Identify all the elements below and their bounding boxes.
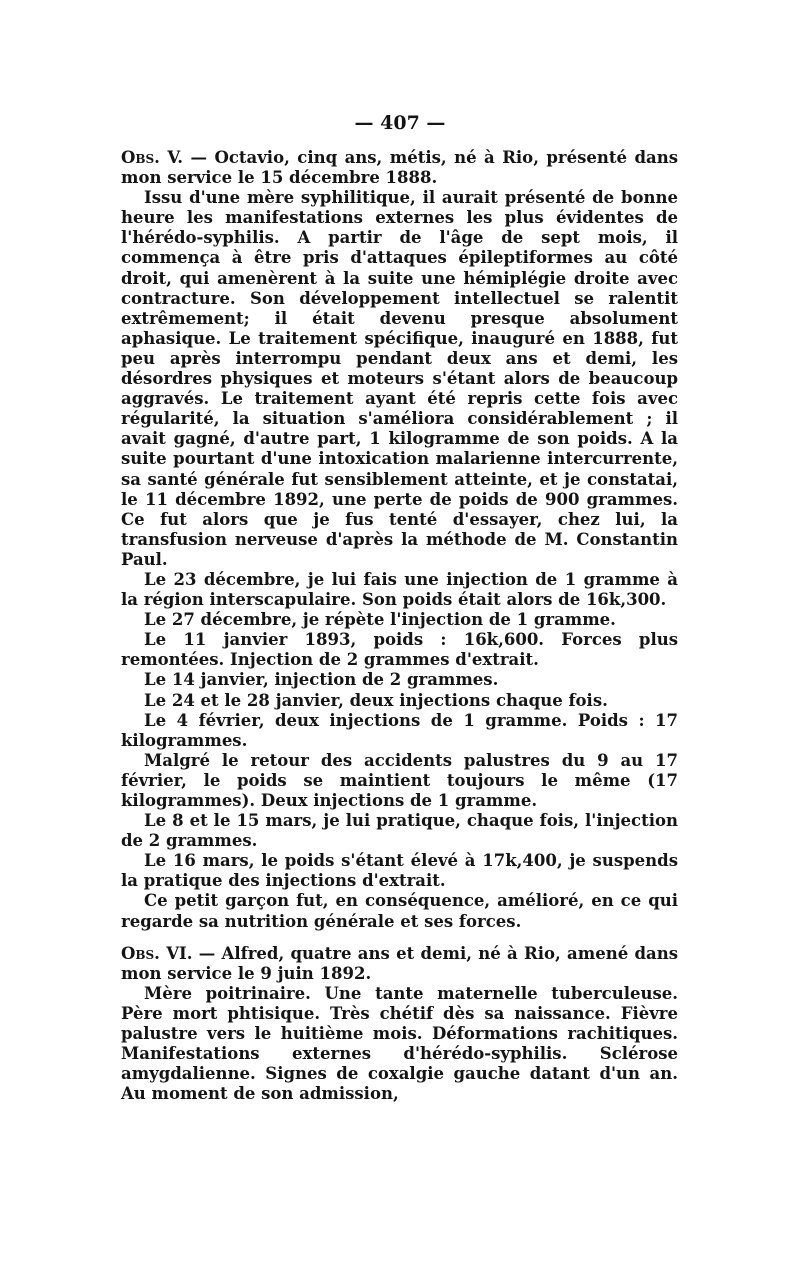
- observation-heading-text: — Octavio, cinq ans, métis, né à Rio, présenté dans mon service le 15 décembre 1888.: [121, 148, 678, 188]
- observation-label: Obs. V.: [121, 148, 184, 167]
- paragraph: Issu d'une mère syphilitique, il aurait présenté de bonne heure les manifestations externes les plus évidentes de l'hérédo-syphilis. A partir de l'âge de sept mois, il commença à être pris d'attaques épileptiformes au côté droit, qui amenèrent à la suite une hémiplégie droite avec contracture. Son développement intellectuel se ralentit extrêmement; il était devenu presque absolument aphasique. Le traitement spécifique, inauguré en 1888, fut peu après interrompu pendant deux ans et demi, les désordres physiques et moteurs s'étant alors de beaucoup aggravés. Le traitement ayant été repris cette fois avec régularité, la situation s'améliora considérablement ; il avait gagné, d'autre part, 1 kilogramme de son poids. A la suite pourtant d'une intoxication malarienne intercurrente, sa santé générale fut sensiblement atteinte, et je constatai, le 11 décembre 1892, une perte de poids de 900 grammes. Ce fut alors que je fus tenté d'essayer, chez lui, la transfusion nerveuse d'après la méthode de M. Constantin Paul.: [121, 188, 678, 569]
- page-body: [121, 148, 678, 1104]
- paragraph: Le 11 janvier 1893, poids : 16k,600. Forces plus remontées. Injection de 2 grammes d'extrait.: [121, 630, 678, 670]
- observation-6: [121, 944, 678, 1105]
- paragraph: Le 24 et le 28 janvier, deux injections chaque fois.: [144, 690, 608, 710]
- paragraph: Le 27 décembre, je répète l'injection de 1 gramme.: [144, 610, 616, 630]
- paragraph: Le 8 et le 15 mars, je lui pratique, chaque fois, l'injection de 2 grammes.: [121, 811, 678, 851]
- observation-heading: [121, 944, 678, 984]
- paragraph: Le 16 mars, le poids s'étant élevé à 17k,400, je suspends la pratique des injections d'extrait.: [121, 851, 678, 891]
- paragraph: Ce petit garçon fut, en conséquence, amélioré, en ce qui regarde sa nutrition générale et ses forces.: [121, 891, 678, 931]
- paragraph: Le 23 décembre, je lui fais une injection de 1 gramme à la région interscapulaire. Son poids était alors de 16k,300.: [121, 569, 678, 610]
- paragraph: Mère poitrinaire. Une tante maternelle tuberculeuse. Père mort phtisique. Très chétif dès sa naissance. Fièvre palustre vers le huitième mois. Déformations rachitiques. Manifestations externes d'hérédo-syphilis. Sclérose amygdalienne. Signes de coxalgie gauche datant d'un an. Au moment de son admission,: [121, 983, 678, 1104]
- paragraph: Le 14 janvier, injection de 2 grammes.: [144, 670, 499, 690]
- paragraph: Le 4 février, deux injections de 1 gramme. Poids : 17 kilogrammes.: [121, 710, 678, 750]
- observation-label: Obs. VI.: [121, 943, 193, 963]
- observation-heading: [121, 148, 678, 188]
- observation-heading-text: — Alfred, quatre ans et demi, né à Rio, amené dans mon service le 9 juin 1892.: [121, 943, 678, 983]
- paragraph: Malgré le retour des accidents palustres du 9 au 17 février, le poids se maintient toujours le même (17 kilogrammes). Deux injections de 1 gramme.: [121, 750, 678, 810]
- page-number: — 407 —: [354, 112, 446, 134]
- observation-5: [121, 148, 678, 932]
